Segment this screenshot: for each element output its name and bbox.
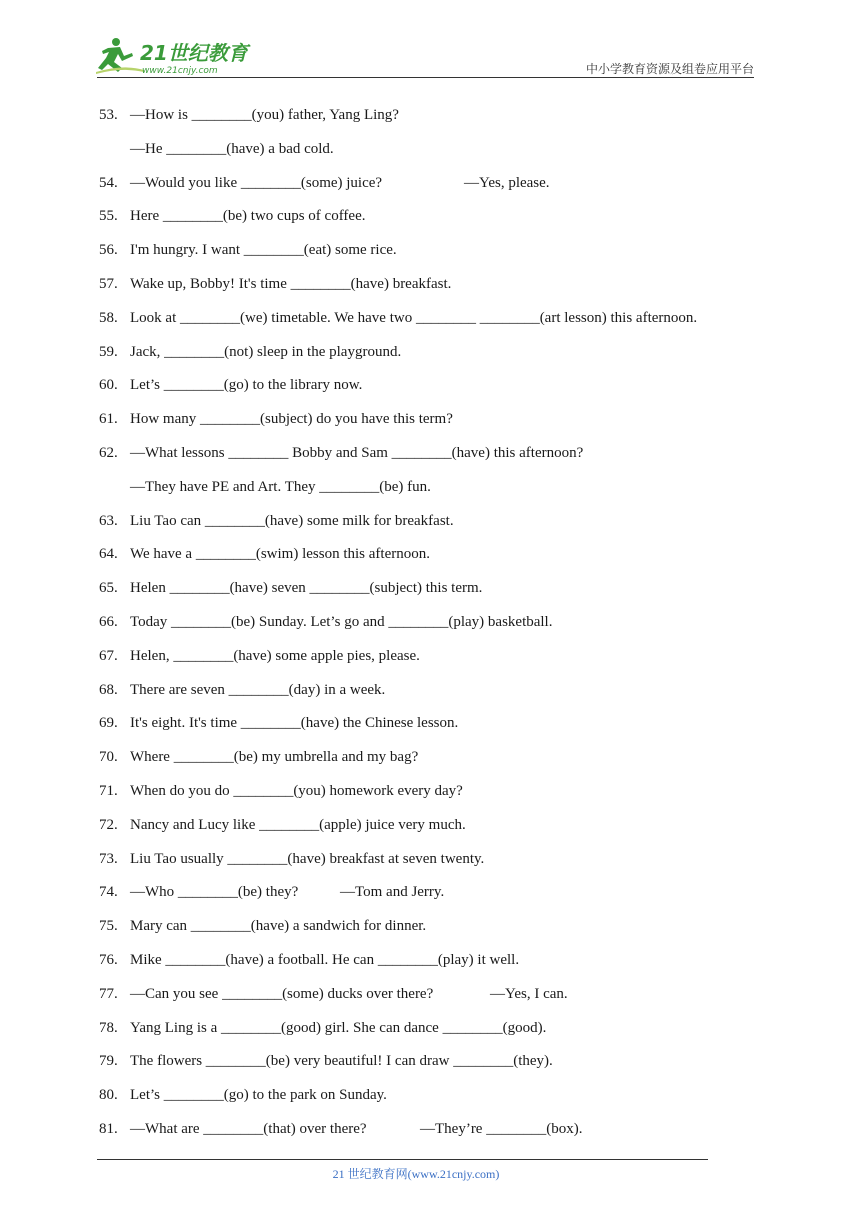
runner-icon (96, 38, 144, 74)
question-text: —Would you like ________(some) juice? (130, 174, 383, 191)
header-divider (97, 77, 754, 78)
question-text: Helen ________(have) seven ________(subject) this term. (130, 580, 483, 597)
question-item (0, 1018, 860, 1038)
question-number: 78. (99, 1019, 118, 1036)
question-text: It's eight. It's time ________(have) the Chinese lesson. (130, 715, 459, 732)
question-text: Liu Tao usually ________(have) breakfast at seven twenty. (130, 850, 485, 867)
question-number: 64. (99, 546, 118, 563)
question-reply: —Yes, please. (464, 174, 550, 191)
question-item (0, 240, 860, 260)
question-item (0, 680, 860, 700)
question-number: 75. (99, 918, 118, 935)
question-number: 77. (99, 985, 118, 1002)
question-number: 54. (99, 174, 118, 191)
question-text: Today ________(be) Sunday. Let’s go and ________(play) basketball. (130, 614, 553, 630)
question-number: 62. (99, 445, 118, 461)
question-item (0, 747, 860, 767)
question-text: Let’s ________(go) to the park on Sunday. (130, 1087, 387, 1104)
question-item (0, 916, 860, 936)
question-item (0, 815, 860, 835)
page-footer (0, 1165, 860, 1182)
footer-divider (97, 1159, 708, 1160)
header-title: 中小学教育资源及组卷应用平台 (585, 62, 754, 76)
logo-text: 21世纪教育 (140, 41, 248, 65)
question-item (0, 477, 860, 497)
question-text: —He ________(have) a bad cold. (130, 140, 334, 157)
question-text: Liu Tao can ________(have) some milk for breakfast. (130, 512, 454, 529)
question-item (0, 882, 860, 902)
question-number: 56. (99, 242, 118, 259)
question-number: 55. (99, 208, 118, 225)
question-number: 81. (99, 1121, 118, 1137)
logo (94, 36, 264, 78)
question-text: Where ________(be) my umbrella and my bag? (130, 749, 419, 766)
question-item (0, 308, 860, 328)
question-item (0, 849, 860, 869)
question-text: —How is ________(you) father, Yang Ling? (130, 107, 399, 123)
question-number: 72. (99, 816, 118, 833)
question-item (0, 544, 860, 564)
page-header (0, 0, 860, 80)
question-text: —What are ________(that) over there? (130, 1121, 367, 1137)
question-number: 67. (99, 647, 118, 664)
question-reply: —They’re ________(box). (420, 1121, 583, 1137)
question-item (0, 274, 860, 294)
question-number: 69. (99, 715, 118, 732)
logo-url: www.21cnjy.com (142, 66, 218, 76)
question-text: Helen, ________(have) some apple pies, please. (130, 647, 420, 664)
question-item (0, 511, 860, 531)
question-item (0, 206, 860, 226)
question-item (0, 984, 860, 1004)
question-item (0, 950, 860, 970)
question-item (0, 443, 860, 463)
question-number: 70. (99, 749, 118, 766)
question-text: I'm hungry. I want ________(eat) some rice. (130, 242, 397, 259)
question-text: —What lessons ________ Bobby and Sam ________(have) this afternoon? (130, 445, 584, 461)
question-text: When do you do ________(you) homework every day? (130, 783, 463, 799)
question-text: Mike ________(have) a football. He can ________(play) it well. (130, 952, 520, 968)
question-reply: —Yes, I can. (490, 985, 568, 1002)
question-text: Let’s ________(go) to the library now. (130, 377, 363, 394)
question-item (0, 578, 860, 598)
question-number: 65. (99, 580, 118, 597)
question-number: 58. (99, 309, 118, 326)
question-text: Wake up, Bobby! It's time ________(have) breakfast. (130, 276, 452, 292)
question-number: 79. (99, 1053, 118, 1070)
question-reply: —Tom and Jerry. (340, 884, 445, 901)
question-item (0, 1119, 860, 1139)
question-number: 74. (99, 884, 118, 901)
question-item (0, 612, 860, 632)
question-text: The flowers ________(be) very beautiful! I can draw ________(they). (130, 1053, 553, 1070)
question-text: Nancy and Lucy like ________(apple) juice very much. (130, 816, 466, 833)
question-item (0, 781, 860, 801)
question-number: 63. (99, 512, 118, 529)
question-number: 60. (99, 377, 118, 394)
question-text: —Can you see ________(some) ducks over there? (130, 985, 434, 1002)
question-item (0, 105, 860, 125)
question-item (0, 1085, 860, 1105)
question-number: 57. (99, 276, 118, 292)
question-item (0, 342, 860, 362)
question-item (0, 139, 860, 159)
question-number: 80. (99, 1087, 118, 1104)
question-number: 71. (99, 783, 118, 799)
question-number: 68. (99, 681, 118, 698)
question-text: Jack, ________(not) sleep in the playground. (130, 343, 402, 360)
question-text: —They have PE and Art. They ________(be) fun. (130, 478, 431, 495)
question-number: 66. (99, 614, 118, 630)
question-text: Mary can ________(have) a sandwich for dinner. (130, 918, 427, 935)
question-text: Yang Ling is a ________(good) girl. She can dance ________(good). (130, 1019, 547, 1036)
question-number: 59. (99, 343, 118, 360)
question-number: 73. (99, 850, 118, 867)
question-text: We have a ________(swim) lesson this afternoon. (130, 546, 430, 563)
question-item (0, 375, 860, 395)
question-text: Look at ________(we) timetable. We have two ________ ________(art lesson) this afternoon. (130, 309, 698, 326)
question-text: Here ________(be) two cups of coffee. (130, 208, 366, 225)
question-text: There are seven ________(day) in a week. (130, 681, 386, 698)
question-number: 53. (99, 107, 118, 123)
question-item (0, 646, 860, 666)
question-item (0, 1051, 860, 1071)
question-text: —Who ________(be) they? (130, 884, 299, 901)
footer-text: 21 世纪教育网(www.21cnjy.com) (332, 1167, 500, 1181)
question-item (0, 409, 860, 429)
question-number: 76. (99, 952, 118, 968)
question-text: How many ________(subject) do you have this term? (130, 411, 453, 428)
question-number: 61. (99, 411, 118, 428)
question-item (0, 173, 860, 193)
question-item (0, 713, 860, 733)
